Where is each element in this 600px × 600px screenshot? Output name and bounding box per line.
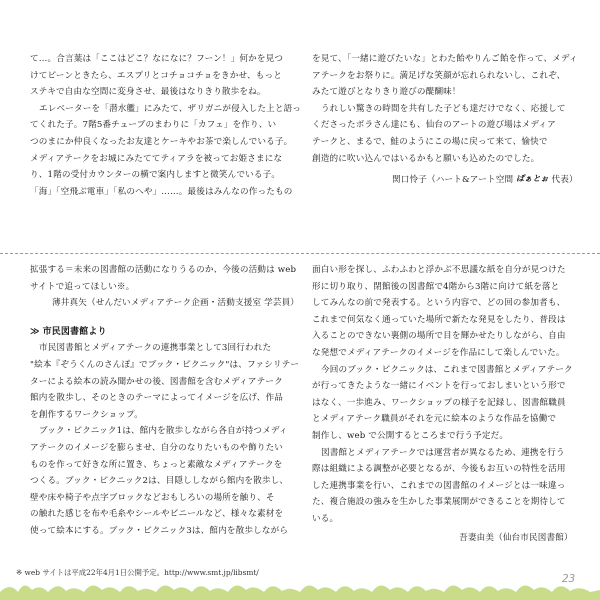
paato-logo: ぱぁとぉ <box>516 174 549 184</box>
grass-decoration <box>0 578 600 600</box>
text-line: いる。 <box>312 513 339 524</box>
text-line: くださったボラさん達にも、仙台のアートの遊び場はメディア <box>312 120 556 131</box>
text-line: り、1階の受付カウンターの横で案内しますと微笑んでいる子。 <box>30 170 281 181</box>
text-line: ターによる絵本の読み聞かせの後、図書館を含むメディアテーク <box>30 376 283 387</box>
section-divider <box>0 253 600 254</box>
top-right-column <box>312 51 578 189</box>
text-line: 際は組織による調整が必要となるが、今後もお互いの特性を活用 <box>312 464 566 475</box>
text-line: 形に切り取り、閉館後の図書館で4階から3階に向けて紙を落と <box>312 281 560 292</box>
text-line: はなく、一歩進み、ワークショップの様子を記録し、図書館職員 <box>312 397 566 408</box>
text-line: サイトで追ってほしい※。 <box>30 281 135 292</box>
top-left-column <box>30 51 301 200</box>
text-line: 館内を散歩し、そのときのテーマによってイメージを広げ、作品 <box>30 393 283 404</box>
text-line: アテークのイメージを膨らませ、自分のなりたいものや飾りたい <box>30 442 284 453</box>
signature-role: 代表） <box>551 174 578 185</box>
text-line: 面白い形を探し、ふわふわと浮かぶ不思議な紙を自分が見つけた <box>312 265 566 275</box>
text-line: 制作し、web で公開するところまで行う予定だ。 <box>312 430 509 441</box>
text-line: した連携事業を行い、これまでの図書館のイメージとは一味違っ <box>312 480 566 491</box>
text-line: 図書館とメディアテークでは運営者が異なるため、連携を行う <box>321 447 565 458</box>
text-line: みたて遊びとなりきり遊びの醍醐味！ <box>312 87 461 98</box>
text-line: 市民図書館とメディアテークの連携事業として3回行われた <box>39 343 272 354</box>
text-line: 拡張する＝未来の図書館の活動になりうるのか、今後の活動は web <box>30 265 297 275</box>
text-line: テークと、まるで、鮭のようにこの場に戻って来て、愉快で <box>312 136 548 147</box>
text-line: 創造的に吹い込んではいるかもと願いも込めたのでした。 <box>312 153 540 164</box>
text-line: て…。合言葉は「ここはどこ？なになに？フーン！」何かを見つ <box>30 54 284 64</box>
text-line: な発想でメディアテークのイメージを作品にして楽しんでいた。 <box>312 347 565 358</box>
text-line: とメディアテーク職員がそれを元に絵本のような作品を協働で <box>312 414 557 425</box>
signature-name: 関口怜子（ハート&アート空間 <box>392 174 514 185</box>
author-credit: 薄井真矢（せんだいメディアテーク企画・活動支援室 学芸員） <box>52 298 300 309</box>
signature <box>312 171 578 188</box>
text-line: うれしい驚きの時間を共有した子ども達だけでなく、応援して <box>321 103 566 114</box>
text-line: た、複合施設の強みを生かした事業展開ができることを期待して <box>312 497 566 508</box>
text-line: ステキで自由な空間に変身させ、最後はなりきり散歩をね。 <box>30 87 266 98</box>
text-line: てくれた子。7階5番チューブのまわりに「カフェ」を作り、い <box>30 120 277 131</box>
bottom-right-column <box>312 262 573 546</box>
text-line: 今回のブック・ピクニックは、これまで図書館とメディアテーク <box>321 364 573 375</box>
text-line: が行ってきたような一緒にイベントを行っておしまいという形で <box>312 381 566 392</box>
text-line: 使って絵本にする。ブック・ピクニック3は、館内を散歩しながら <box>30 525 289 536</box>
author-credit: 吾妻由美（仙台市民図書館） <box>459 532 573 543</box>
text-line: これまで何気なく通っていた場所で新たな発見をしたり、普段は <box>312 314 566 325</box>
page-number: 23 <box>562 572 576 585</box>
text-line: ものを作って好きな所に置き、ちょっと素敵なメディアテークを <box>30 459 283 470</box>
double-chevron-icon: ≫ <box>30 326 40 337</box>
text-line: アテークをお祭りに。満足げな笑顔が忘れられないし、これぞ、 <box>312 70 566 81</box>
text-line: メディアテークをお城にみたててティアラを被ってお姫さまにな <box>30 153 283 164</box>
footnote: ※ web サイトは平成22年4月1日公開予定。http://www.smt.jp/libsmt/ <box>16 568 259 577</box>
text-line: してみんなの前で発表する。という内容で、どの回の参加者も、 <box>312 298 566 309</box>
text-line: を見て、「一緒に遊びたいな」とわた飴やりんご飴を作って、メディ <box>312 54 578 64</box>
text-line: つくる。ブック・ピクニック2は、目隠ししながら館内を散歩し、 <box>30 476 289 487</box>
text-line: の触れた感じを布や毛糸やシールやビニールなど、様々な素材を <box>30 509 284 520</box>
text-line: エレベーターを「潜水艦」にみたて、ザリガニが侵入した上と語っ <box>39 103 302 114</box>
text-line: けてピーンときたら、エスプリとコチョコチョをきかせ、もっと <box>30 70 282 81</box>
text-line: ブック・ピクニック1は、館内を散歩しながら各自が持つメディ <box>39 426 288 437</box>
text-line: を創作するワークショップ。 <box>30 409 143 420</box>
text-line: 「海」「空飛ぶ電車」「私のへや」……。最後はみんなの作ったもの <box>30 186 293 197</box>
bottom-left-column <box>30 262 299 540</box>
text-line: 壁や床や椅子や点字ブロックなどおもしろいの場所を触り、そ <box>30 492 275 503</box>
text-line: つのまにか仲良くなったお友達とケーキやお茶で楽しんでいる子。 <box>30 136 293 147</box>
section-heading: ≫ 市民図書館より <box>30 326 107 337</box>
text-line: 入ることのできない裏側の場所で目を輝かせたりしながら、自由 <box>312 331 566 342</box>
text-line: "絵本『ぞうくんのさんぽ』でブック・ピクニック"は、ファシリテー <box>30 359 300 370</box>
